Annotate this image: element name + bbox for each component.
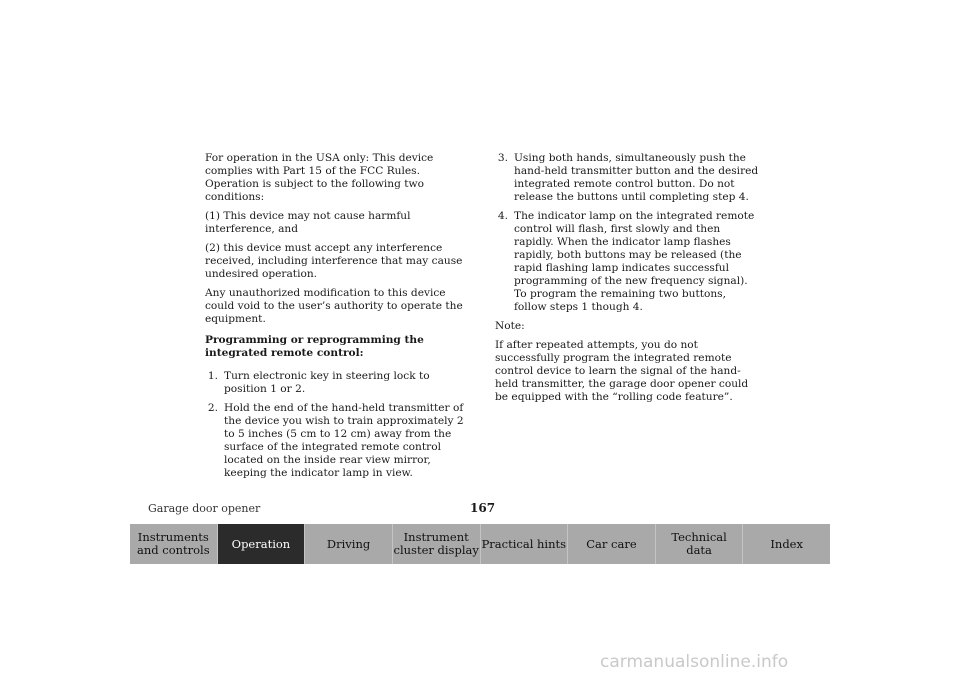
step-text: The indicator lamp on the integrated remote control will flash, first slowly and then rapidly. When the indicator lamp flashes rapidly, both buttons may be released (the rapid flashing lamp indicates successful programming of the new frequency signal). To program the remaining two buttons, follow steps 1 though 4. [514,210,755,313]
step-text: Using both hands, simultaneously push the hand-held transmitter button and the desired integrated remote control button. Do not release the buttons until completing step 4. [514,152,759,203]
tab-technical-data[interactable]: Technical data [656,524,744,564]
step-item [491,152,760,204]
step-number: 3. [497,152,508,164]
tab-instrument-cluster-display[interactable]: Instrument cluster display [393,524,481,564]
left-column [205,152,467,486]
step-item [201,370,467,396]
note-label: Note: [495,320,525,332]
fcc-paragraph: For operation in the USA only: This device complies with Part 15 of the FCC Rules. Operation is subject to the following two conditions: [205,152,434,203]
watermark: carmanualsonline.info [600,652,789,672]
tab-instruments-and-controls[interactable]: Instruments and controls [130,524,218,564]
tab-index[interactable]: Index [743,524,830,564]
modification-warning: Any unauthorized modification to this device could void to the user’s authority to operate the equipment. [205,287,463,325]
step-number: 4. [497,210,508,222]
tab-car-care[interactable]: Car care [568,524,656,564]
tab-practical-hints[interactable]: Practical hints [481,524,569,564]
step-item [491,210,760,314]
step-number: 2. [207,402,218,414]
condition-2: (2) this device must accept any interference received, including interference that may cause undesired operation. [205,242,463,280]
step-item [201,402,467,480]
section-title: Garage door opener [148,502,261,515]
tab-driving[interactable]: Driving [305,524,393,564]
chapter-nav-bar [130,524,830,564]
step-number: 1. [207,370,218,382]
section-heading: Programming or reprogramming the integrated remote control: [205,334,424,359]
step-text: Hold the end of the hand-held transmitter of the device you wish to train approximately 2 to 5 inches (5 cm to 12 cm) away from the surface of the integrated remote control located on the inside rear view mirror, keeping the indicator lamp in view. [224,402,464,479]
step-text: Turn electronic key in steering lock to position 1 or 2. [224,370,430,395]
page-number: 167 [470,501,496,515]
note-text: If after repeated attempts, you do not successfully program the integrated remote control device to learn the signal of the hand-held transmitter, the garage door opener could be equipped with the “rolling code feature”. [495,339,749,403]
tab-operation[interactable]: Operation [218,524,306,564]
right-column [495,152,760,410]
condition-1: (1) This device may not cause harmful interference, and [205,210,411,235]
